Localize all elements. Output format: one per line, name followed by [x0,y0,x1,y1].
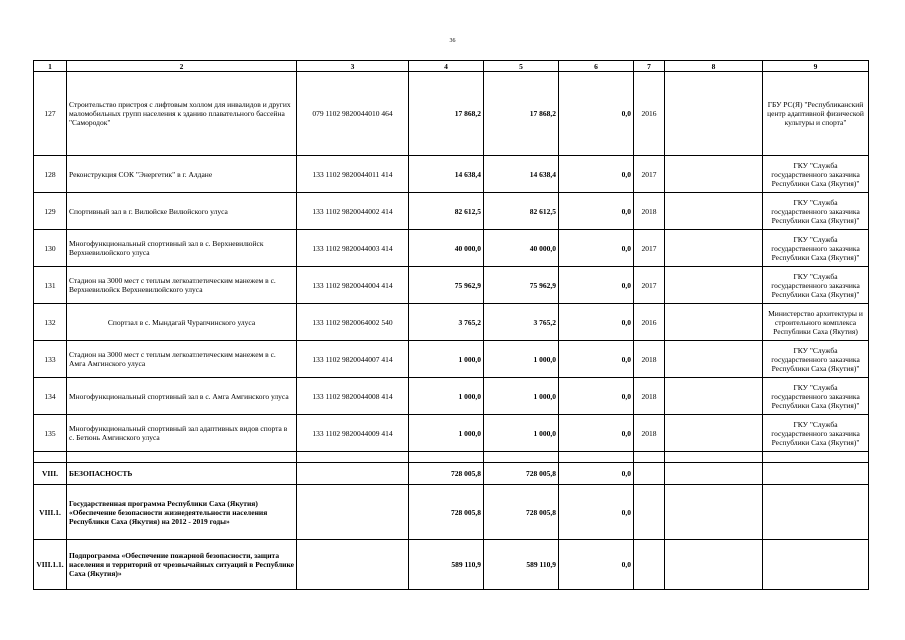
object-name: Реконструкция СОК "Энергетик" в г. Алдане [67,156,297,193]
organization: ГКУ "Служба государственного заказчика Республики Саха (Якутия)" [763,230,869,267]
header-row [34,61,869,72]
object-name: Спортивный зал в г. Вилюйске Вилюйского улуса [67,193,297,230]
col-header: 3 [297,61,409,72]
section-title: Государственная программа Республики Саха (Якутия) «Обеспечение безопасности жизнедеятельности населения Республики Саха (Якутия) на 2012 - 2019 годы» [67,485,297,540]
value-col6: 0,0 [559,485,634,540]
object-name: Строительство пристроя с лифтовым холлом для инвалидов и других маломобильных групп населения к зданию плавательного бассейна "Самородок" [67,72,297,156]
value-col5: 40 000,0 [484,230,559,267]
object-name: Спортзал в с. Мындагай Чурапчинского улуса [67,304,297,341]
object-name: Стадион на 3000 мест с теплым легкоатлетическим манежем в с. Амга Амгинского улуса [67,341,297,378]
organization: ГКУ "Служба государственного заказчика Республики Саха (Якутия)" [763,415,869,452]
budget-code: 133 1102 9820044011 414 [297,156,409,193]
budget-code: 133 1102 9820044007 414 [297,341,409,378]
budget-code: 133 1102 9820044002 414 [297,193,409,230]
value-col6: 0,0 [559,267,634,304]
col-header: 8 [665,61,763,72]
table-row [34,72,869,156]
section-number: VIII.1.1. [34,540,67,590]
section-title: БЕЗОПАСНОСТЬ [67,463,297,485]
value-col5: 82 612,5 [484,193,559,230]
value-col6: 0,0 [559,193,634,230]
table-row [34,230,869,267]
col-header: 4 [409,61,484,72]
table-row [34,267,869,304]
page-number: 36 [449,38,456,44]
value-col4: 589 110,9 [409,540,484,590]
organization: ГКУ "Служба государственного заказчика Республики Саха (Якутия)" [763,193,869,230]
value-col4: 1 000,0 [409,415,484,452]
col8-cell [665,341,763,378]
year: 2018 [634,193,665,230]
row-number: 129 [34,193,67,230]
row-number: 135 [34,415,67,452]
col8-cell [665,193,763,230]
row-number: 128 [34,156,67,193]
value-col6: 0,0 [559,463,634,485]
organization: Министерство архитектуры и строительного комплекса Республики Саха (Якутия) [763,304,869,341]
value-col6: 0,0 [559,72,634,156]
organization: ГКУ "Служба государственного заказчика Республики Саха (Якутия)" [763,378,869,415]
year: 2018 [634,415,665,452]
value-col4: 40 000,0 [409,230,484,267]
value-col4: 728 005,8 [409,463,484,485]
organization: ГКУ "Служба государственного заказчика Республики Саха (Якутия)" [763,156,869,193]
budget-table [33,60,869,590]
value-col5: 1 000,0 [484,378,559,415]
section-title: Подпрограмма «Обеспечение пожарной безопасности, защита населения и территорий от чрезвычайных ситуаций в Республике Саха (Якутия)» [67,540,297,590]
col-header: 2 [67,61,297,72]
year: 2018 [634,378,665,415]
year: 2018 [634,341,665,378]
col-header: 7 [634,61,665,72]
value-col5: 728 005,8 [484,463,559,485]
col-header: 1 [34,61,67,72]
budget-code: 133 1102 9820044003 414 [297,230,409,267]
col-header: 6 [559,61,634,72]
table-row [34,156,869,193]
value-col5: 728 005,8 [484,485,559,540]
value-col4: 82 612,5 [409,193,484,230]
value-col5: 589 110,9 [484,540,559,590]
col-header: 9 [763,61,869,72]
value-col5: 17 868,2 [484,72,559,156]
year: 2017 [634,230,665,267]
row-number: 131 [34,267,67,304]
object-name: Многофункциональный спортивный зал в с. Верхневилюйск Верхневилюйского улуса [67,230,297,267]
value-col6: 0,0 [559,230,634,267]
col8-cell [665,72,763,156]
value-col5: 75 962,9 [484,267,559,304]
value-col4: 75 962,9 [409,267,484,304]
value-col6: 0,0 [559,378,634,415]
spacer-row [34,452,869,463]
year: 2016 [634,304,665,341]
table-row [34,304,869,341]
value-col4: 14 638,4 [409,156,484,193]
value-col5: 1 000,0 [484,341,559,378]
col8-cell [665,230,763,267]
table-row [34,193,869,230]
col8-cell [665,156,763,193]
table-row [34,415,869,452]
col8-cell [665,304,763,341]
col8-cell [665,378,763,415]
row-number: 133 [34,341,67,378]
budget-code: 133 1102 9820044008 414 [297,378,409,415]
section-row [34,463,869,485]
value-col5: 1 000,0 [484,415,559,452]
value-col6: 0,0 [559,156,634,193]
table-row [34,378,869,415]
organization: ГКУ "Служба государственного заказчика Республики Саха (Якутия)" [763,341,869,378]
organization: ГКУ "Служба государственного заказчика Республики Саха (Якутия)" [763,267,869,304]
value-col4: 17 868,2 [409,72,484,156]
row-number: 130 [34,230,67,267]
table-row [34,341,869,378]
value-col4: 1 000,0 [409,378,484,415]
year: 2016 [634,72,665,156]
section-number: VIII.1. [34,485,67,540]
object-name: Многофункциональный спортивный зал адаптивных видов спорта в с. Бетюнь Амгинского улуса [67,415,297,452]
section-row [34,540,869,590]
organization: ГБУ РС(Я) "Республиканский центр адаптивной физической культуры и спорта" [763,72,869,156]
value-col6: 0,0 [559,341,634,378]
col8-cell [665,415,763,452]
object-name: Стадион на 3000 мест с теплым легкоатлетическим манежем в с. Верхневилюйск Верхневилюйского улуса [67,267,297,304]
value-col6: 0,0 [559,540,634,590]
row-number: 127 [34,72,67,156]
value-col4: 3 765,2 [409,304,484,341]
value-col5: 14 638,4 [484,156,559,193]
value-col5: 3 765,2 [484,304,559,341]
row-number: 134 [34,378,67,415]
budget-code: 133 1102 9820044009 414 [297,415,409,452]
year: 2017 [634,156,665,193]
row-number: 132 [34,304,67,341]
section-row [34,485,869,540]
value-col4: 1 000,0 [409,341,484,378]
section-number: VIII. [34,463,67,485]
value-col6: 0,0 [559,415,634,452]
budget-code: 079 1102 9820044010 464 [297,72,409,156]
object-name: Многофункциональный спортивный зал в с. Амга Амгинского улуса [67,378,297,415]
budget-code: 133 1102 9820044004 414 [297,267,409,304]
year: 2017 [634,267,665,304]
value-col6: 0,0 [559,304,634,341]
budget-code: 133 1102 9820064002 540 [297,304,409,341]
col8-cell [665,267,763,304]
value-col4: 728 005,8 [409,485,484,540]
col-header: 5 [484,61,559,72]
